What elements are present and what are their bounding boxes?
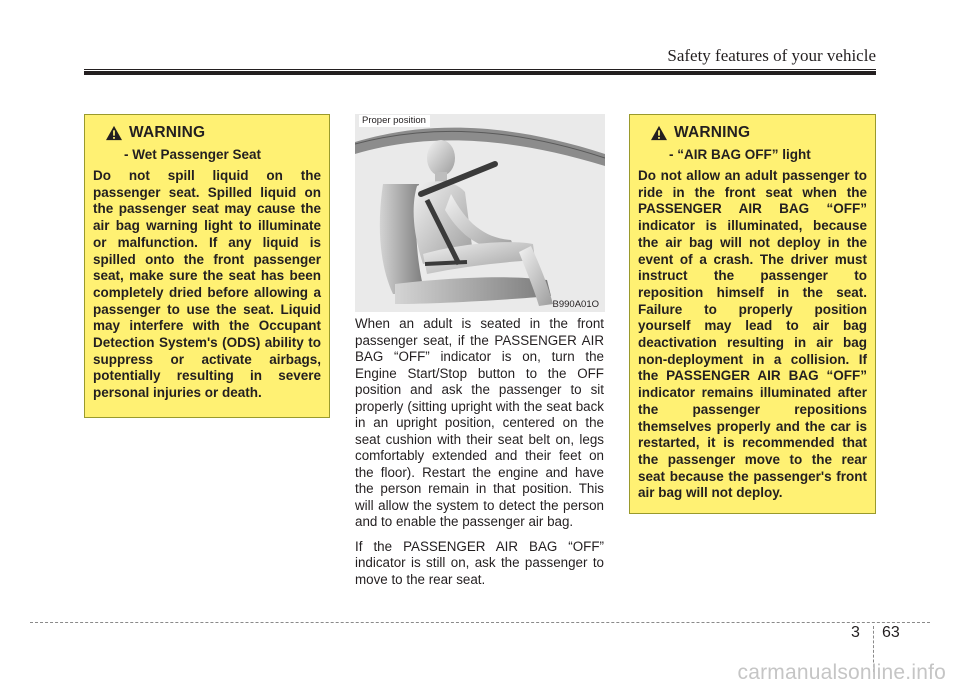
warning-body: Do not allow an adult passenger to ride in the front seat when the PASSENGER AIR BAG “OFF” indicator is illuminated, because the air bag will not deploy in the event of a crash. The driver must instruct the passenger to reposition himself in the seat. Failure to properly position yourself may lead to air bag deactivation resulting in air bag non-deployment in a collision. If the PASSENGER AIR BAG “OFF” indicator remains illuminated after the passenger repositions themselves properly and the car is restarted, it is recommended that the passenger move to the rear seat because the passenger's front air bag will not deploy. — [638, 168, 867, 501]
warning-header — [105, 123, 321, 143]
body-paragraph-2: If the PASSENGER AIR BAG “OFF” indicator is still on, ask the passenger to move to the rear seat. — [355, 538, 604, 587]
warning-triangle-icon — [105, 125, 123, 141]
seated-passenger-illustration — [355, 114, 605, 312]
warning-title: WARNING — [129, 124, 206, 141]
figure-label: Proper position — [359, 115, 430, 127]
warning-box-wet-seat — [84, 114, 330, 418]
warning-subtitle: - Wet Passenger Seat — [124, 147, 262, 162]
footer-rule — [30, 622, 930, 623]
warning-subtitle: - “AIR BAG OFF” light — [669, 147, 811, 162]
chapter-number: 3 — [851, 624, 860, 641]
warning-title: WARNING — [674, 124, 751, 141]
passenger-seat-figure — [355, 114, 605, 312]
body-text — [355, 316, 604, 596]
watermark: carmanualsonline.info — [737, 661, 946, 684]
warning-box-airbag-off — [629, 114, 876, 514]
warning-triangle-icon — [650, 125, 668, 141]
figure-code: B990A01O — [552, 299, 599, 310]
header-rule-thin — [84, 69, 876, 70]
header-rule — [84, 71, 876, 75]
page-number: 63 — [882, 624, 900, 641]
body-paragraph-1: When an adult is seated in the front passenger seat, if the PASSENGER AIR BAG “OFF” indicator is on, turn the Engine Start/Stop button to the OFF position and ask the passenger to sit properly (sitting upright with the seat back in an upright position, centered on the seat cushion with their seat belt on, legs comfortably extended and their feet on the floor). Restart the engine and have the person remain in that position. This will allow the system to detect the person and to enable the passenger air bag. — [355, 316, 604, 529]
section-title: Safety features of your vehicle — [667, 46, 876, 65]
warning-header — [650, 123, 867, 143]
warning-body: Do not spill liquid on the passenger seat. Spilled liquid on the passenger seat may cause the air bag warning light to illuminate or malfunction. If any liquid is spilled onto the front passenger seat, make sure the seat has been completely dried before allowing a passenger to use the seat. Liquid may interfere with the Occupant Detection System's (ODS) ability to suppress or activate airbags, potentially resulting in severe personal injuries or death. — [93, 168, 321, 401]
